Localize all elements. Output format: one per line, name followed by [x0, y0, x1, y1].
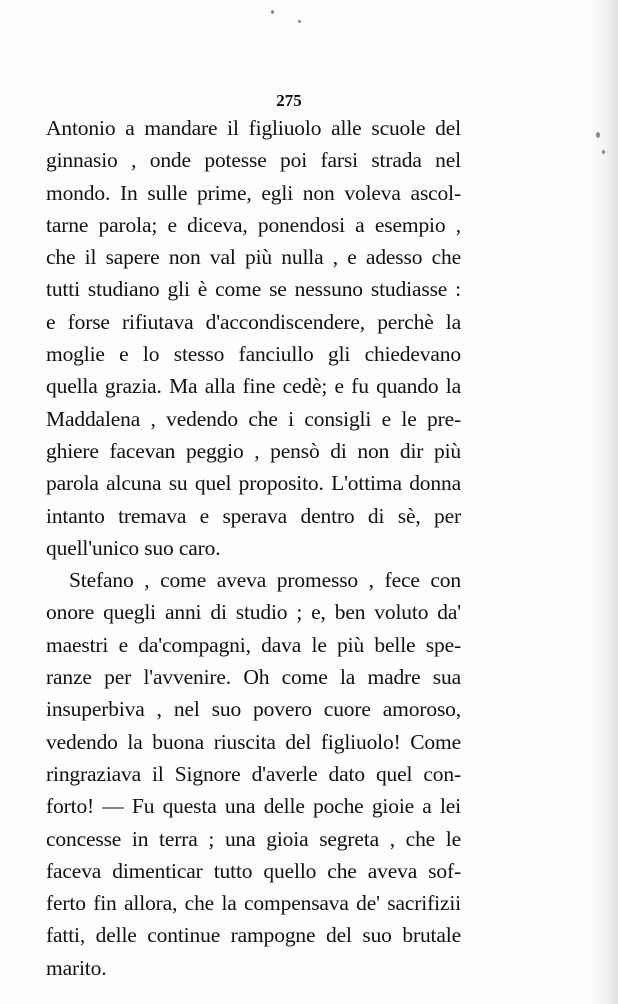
- text-line: forto! — Fu questa una delle poche gioie a lei: [46, 794, 461, 819]
- text-line: fatti, delle continue rampogne del suo brutale: [46, 923, 461, 948]
- text-line: mondo. In sulle prime, egli non voleva ascol-: [46, 180, 461, 205]
- page-number: 275: [276, 91, 302, 110]
- text-line: ghiere facevan peggio , pensò di non dir più: [46, 438, 461, 463]
- text-line: marito.: [46, 955, 107, 980]
- text-line: ringraziava il Signore d'averle dato quel con-: [46, 761, 461, 786]
- ink-speck: [271, 10, 274, 14]
- text-line: maestri e da'compagni, dava le più belle spe-: [46, 632, 461, 657]
- text-line: tutti studiano gli è come se nessuno studiasse :: [46, 277, 461, 302]
- text-line: ranze per l'avvenire. Oh come la madre sua: [46, 665, 461, 690]
- text-line: ferto fin allora, che la compensava de' sacrifizii: [46, 891, 461, 916]
- text-line: vedendo la buona riuscita del figliuolo! Come: [46, 729, 461, 754]
- text-line: onore quegli anni di studio ; e, ben voluto da': [46, 600, 461, 625]
- ink-speck: [596, 132, 600, 138]
- text-line: Stefano , come aveva promesso , fece con: [69, 568, 461, 593]
- text-line: che il sapere non val più nulla , e adesso che: [46, 245, 461, 270]
- text-line: concesse in terra ; una gioia segreta , che le: [46, 826, 461, 851]
- text-line: quella grazia. Ma alla fine cedè; e fu quando la: [46, 374, 461, 399]
- text-line: ginnasio , onde potesse poi farsi strada nel: [46, 148, 461, 173]
- ink-speck: [298, 20, 301, 23]
- text-line: intanto tremava e sperava dentro di sè, per: [46, 503, 461, 528]
- text-line: parola alcuna su quel proposito. L'ottima donna: [46, 471, 461, 496]
- text-line: insuperbiva , nel suo povero cuore amoroso,: [46, 697, 461, 722]
- body-text: [46, 112, 461, 984]
- text-line: faceva dimenticar tutto quello che aveva sof-: [46, 858, 461, 883]
- text-line: Antonio a mandare il figliuolo alle scuole del: [46, 116, 461, 140]
- text-line: Maddalena , vedendo che i consigli e le pre-: [46, 406, 461, 431]
- text-line: quell'unico suo caro.: [46, 535, 221, 560]
- text-line: e forse rifiutava d'accondiscendere, perchè la: [46, 309, 461, 334]
- text-line: moglie e lo stesso fanciullo gli chiedevano: [46, 342, 461, 367]
- ink-speck: [602, 150, 605, 154]
- text-line: tarne parola; e diceva, ponendosi a esempio ,: [46, 212, 461, 237]
